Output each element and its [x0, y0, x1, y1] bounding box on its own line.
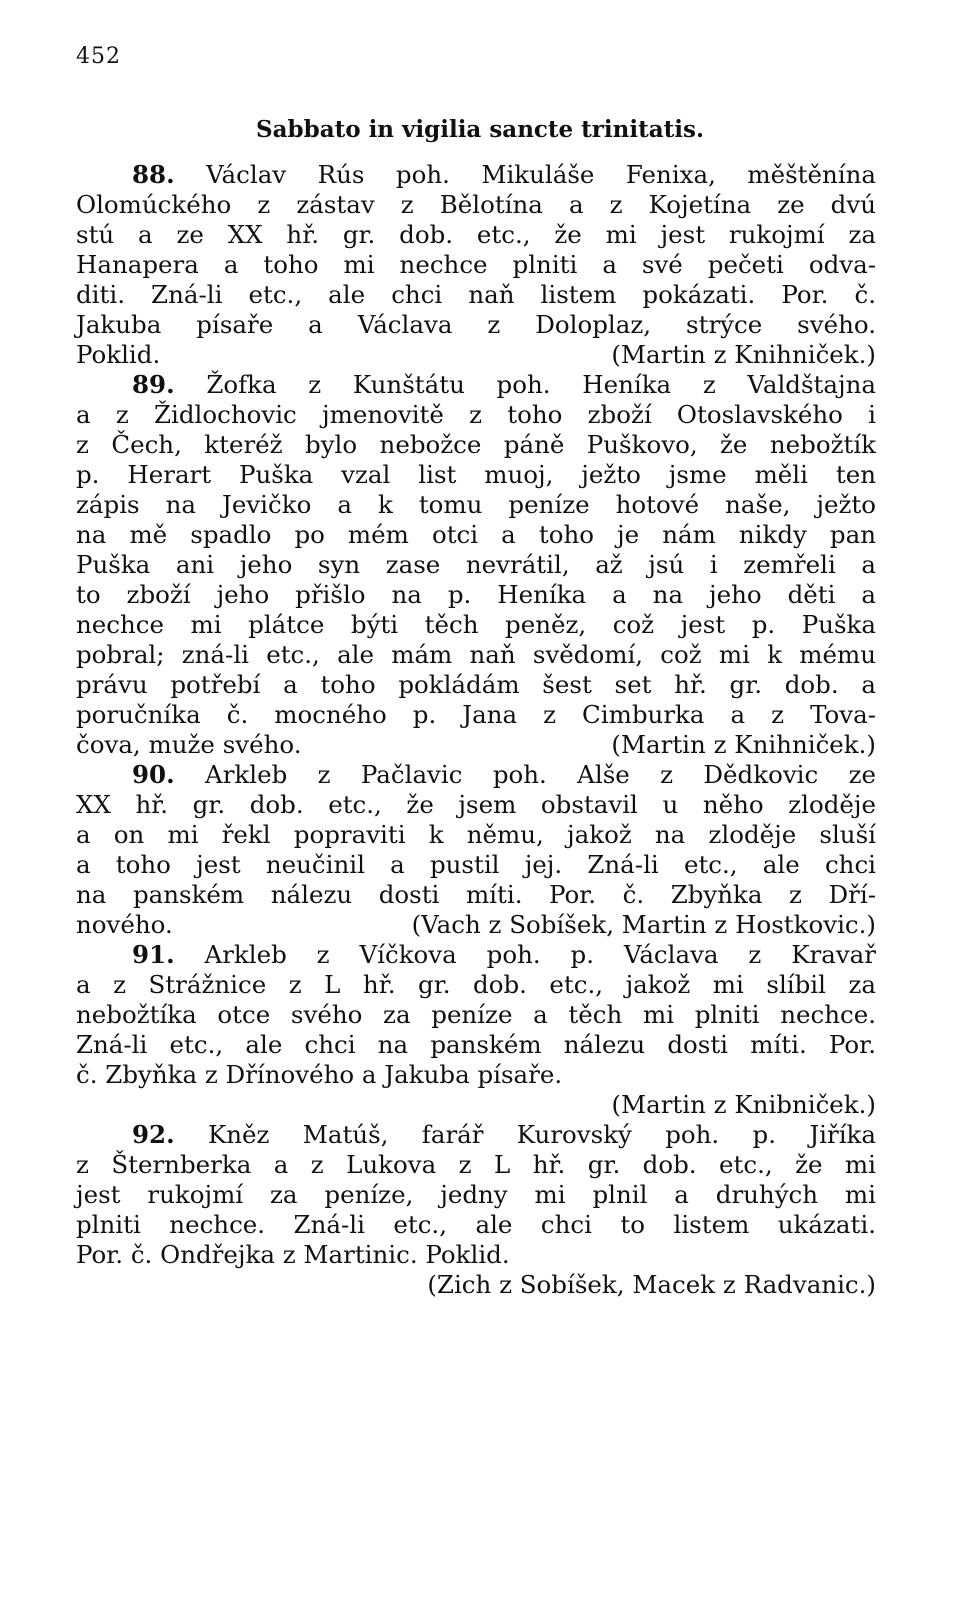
entry-signature: (Vach z Sobíšek, Martin z Hostkovic.)	[411, 910, 876, 939]
entry-first-line	[76, 370, 876, 400]
entry-first-line	[76, 940, 876, 970]
entry-closing-text: čova, muže svého.	[76, 730, 302, 759]
text-line: to zboží jeho přišlo na p. Heníka a na jeho děti a	[76, 580, 876, 609]
text-line: z Šternberka a z Lukova z L hř. gr. dob. etc., že mi	[76, 1150, 876, 1179]
text-line: č. Zbyňka z Dřínového a Jakuba písaře.	[76, 1060, 563, 1089]
entry-text: Václav Rús poh. Mikuláše Fenixa, měštěnína	[206, 160, 876, 189]
entry-number: 88.	[132, 160, 175, 189]
entry	[76, 1120, 876, 1300]
entry-signature: (Martin z Knihniček.)	[611, 730, 876, 759]
entry-signature: (Martin z Knihniček.)	[611, 340, 876, 369]
entry-number: 92.	[132, 1120, 175, 1149]
text-line: na mě spadlo po mém otci a toho je nám nikdy pan	[76, 520, 876, 549]
text-line: na panském nálezu dosti míti. Por. č. Zbyňka z Dří-	[76, 880, 876, 909]
entry-closing-text: Poklid.	[76, 340, 161, 369]
entry	[76, 160, 876, 370]
entry-text: Žofka z Kunštátu poh. Heníka z Valdštajna	[206, 370, 876, 399]
entry-text: Arkleb z Víčkova poh. p. Václava z Kravař	[204, 940, 876, 969]
entry-signature: (Zich z Sobíšek, Macek z Radvanic.)	[427, 1270, 876, 1299]
entry-signature: (Martin z Knibniček.)	[611, 1090, 876, 1119]
text-line: nebožtíka otce svého za peníze a těch mi plniti nechce.	[76, 1000, 876, 1029]
text-line: Puška ani jeho syn zase nevrátil, až jsú i zemřeli a	[76, 550, 876, 579]
text-line: stú a ze XX hř. gr. dob. etc., že mi jest rukojmí za	[76, 220, 876, 249]
text-line: z Čech, kteréž bylo nebožce páně Puškovo, že nebožtík	[76, 430, 876, 459]
entry	[76, 760, 876, 940]
text-line: Por. č. Ondřejka z Martinic. Poklid.	[76, 1240, 510, 1269]
text-line: diti. Zná-li etc., ale chci naň listem pokázati. Por. č.	[76, 280, 876, 309]
text-line: a z Strážnice z L hř. gr. dob. etc., jakož mi slíbil za	[76, 970, 876, 999]
entry-number: 90.	[132, 760, 175, 789]
text-line: jest rukojmí za peníze, jedny mi plnil a druhých mi	[76, 1180, 876, 1209]
text-line: a toho jest neučinil a pustil jej. Zná-li etc., ale chci	[76, 850, 876, 879]
entry-closing-line	[76, 910, 876, 940]
text-line: poručníka č. mocného p. Jana z Cimburka a z Tova-	[76, 700, 876, 729]
entry-text: Arkleb z Pačlavic poh. Alše z Dědkovic ze	[205, 760, 877, 789]
entry-first-line	[76, 1120, 876, 1150]
text-line: pobral; zná-li etc., ale mám naň svědomí, což mi k mému	[76, 640, 876, 669]
text-line: a on mi řekl popraviti k němu, jakož na zloděje sluší	[76, 820, 876, 849]
text-line: Zná-li etc., ale chci na panském nálezu dosti míti. Por.	[76, 1030, 876, 1059]
text-line: nechce mi plátce býti těch peněz, což jest p. Puška	[76, 610, 876, 639]
text-line: p. Herart Puška vzal list muoj, ježto jsme měli ten	[76, 460, 876, 489]
text-line: plniti nechce. Zná-li etc., ale chci to listem ukázati.	[76, 1210, 876, 1239]
entry-number: 89.	[132, 370, 175, 399]
text-line: Hanapera a toho mi nechce plniti a své pečeti odva-	[76, 250, 876, 279]
entry-closing-line	[76, 730, 876, 760]
text-line: Jakuba písaře a Václava z Doloplaz, strýce svého.	[76, 310, 876, 339]
entry	[76, 940, 876, 1120]
entry	[76, 370, 876, 760]
entry-text: Kněz Matúš, farář Kurovský poh. p. Jiříka	[207, 1120, 876, 1149]
entry-first-line	[76, 160, 876, 190]
section-heading: Sabbato in vigilia sancte trinitatis.	[256, 116, 704, 143]
entry-closing-text: nového.	[76, 910, 173, 939]
text-line: Olomúckého z zástav z Bělotína a z Kojetína ze dvú	[76, 190, 876, 219]
document-body	[76, 160, 876, 1300]
page-number: 452	[76, 44, 121, 69]
text-line: XX hř. gr. dob. etc., že jsem obstavil u něho zloděje	[76, 790, 876, 819]
entry-closing-line	[76, 340, 876, 370]
text-line: právu potřebí a toho pokládám šest set hř. gr. dob. a	[76, 670, 876, 699]
text-line: zápis na Jevičko a k tomu peníze hotové naše, ježto	[76, 490, 876, 519]
text-line: a z Židlochovic jmenovitě z toho zboží Otoslavského i	[76, 400, 876, 429]
entry-number: 91.	[132, 940, 175, 969]
entry-first-line	[76, 760, 876, 790]
